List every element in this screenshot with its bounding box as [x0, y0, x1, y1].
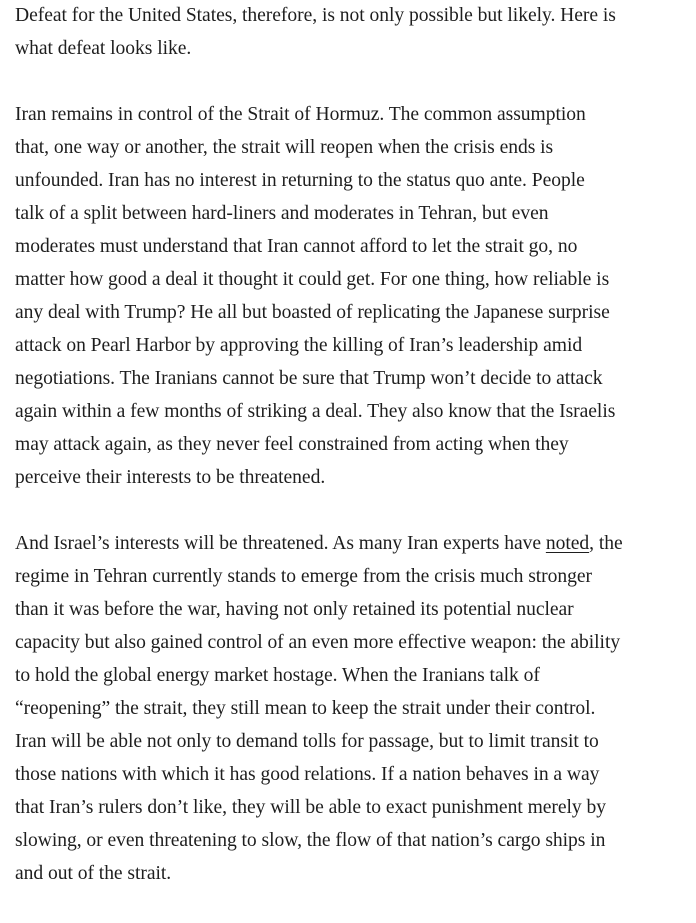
text-line: what defeat looks like. [15, 38, 192, 59]
text-line: talk of a split between hard-liners and moderates in Tehran, but even [15, 203, 549, 224]
text-line: capacity but also gained control of an even more effective weapon: the ability [15, 632, 621, 653]
text-line: that Iran’s rulers don’t like, they will be able to exact punishment merely by [15, 797, 607, 818]
text-line: Iran remains in control of the Strait of Hormuz. The common assumption [15, 104, 586, 125]
text-line: Defeat for the United States, therefore, is not only possible but likely. Here is [15, 5, 616, 26]
paragraph-strait-control [15, 98, 691, 494]
paragraph-israel-interests [15, 527, 691, 890]
text-line: negotiations. The Iranians cannot be sure that Trump won’t decide to attack [15, 368, 603, 389]
text-line: “reopening” the strait, they still mean to keep the strait under their control. [15, 698, 596, 719]
text-segment: , the [589, 533, 623, 554]
text-segment: And Israel’s interests will be threatened. As many Iran experts have [15, 533, 546, 554]
text-line: regime in Tehran currently stands to emerge from the crisis much stronger [15, 566, 592, 587]
text-line: that, one way or another, the strait will reopen when the crisis ends is [15, 137, 554, 158]
text-line [15, 527, 691, 560]
text-line: to hold the global energy market hostage. When the Iranians talk of [15, 665, 540, 686]
text-line: again within a few months of striking a deal. They also know that the Israelis [15, 401, 616, 422]
text-line: Iran will be able not only to demand tolls for passage, but to limit transit to [15, 731, 599, 752]
text-line: attack on Pearl Harbor by approving the killing of Iran’s leadership amid [15, 335, 583, 356]
noted-link[interactable]: noted [545, 533, 590, 554]
text-line: perceive their interests to be threatened. [15, 467, 326, 488]
text-line: moderates must understand that Iran cannot afford to let the strait go, no [15, 236, 578, 257]
paragraph-defeat-intro [15, 0, 691, 65]
text-line: any deal with Trump? He all but boasted of replicating the Japanese surprise [15, 302, 610, 323]
text-line: slowing, or even threatening to slow, the flow of that nation’s cargo ships in [15, 830, 606, 851]
text-line: unfounded. Iran has no interest in returning to the status quo ante. People [15, 170, 585, 191]
article-body [15, 0, 691, 923]
text-line: those nations with which it has good relations. If a nation behaves in a way [15, 764, 600, 785]
text-line: than it was before the war, having not only retained its potential nuclear [15, 599, 574, 620]
text-line: may attack again, as they never feel constrained from acting when they [15, 434, 569, 455]
text-line: and out of the strait. [15, 863, 172, 884]
text-line: matter how good a deal it thought it could get. For one thing, how reliable is [15, 269, 610, 290]
